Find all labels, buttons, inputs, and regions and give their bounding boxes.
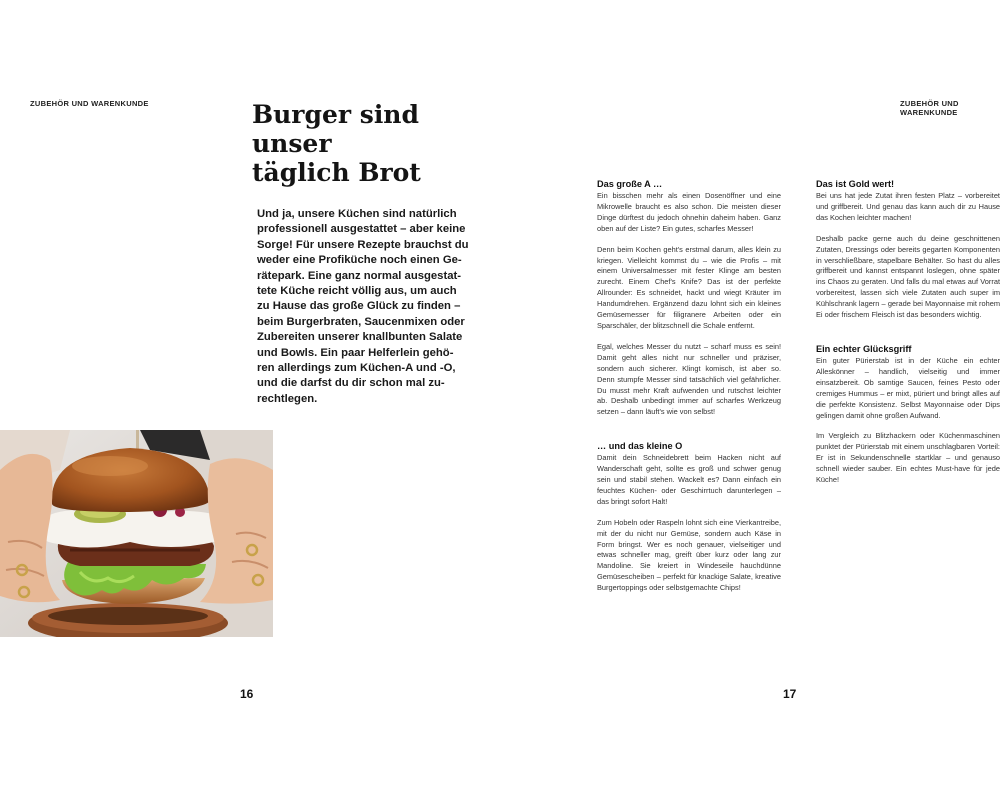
page-number-left: 16	[240, 687, 254, 701]
body-paragraph: Ein bisschen mehr als einen Dosenöffner und eine Mikrowelle braucht es also schon. Die meisten dieser Dinge dürftest du jedoch ohnehin daheim haben. Ganz oben auf der Liste? Ein gutes, scharfes Messer!	[597, 191, 781, 233]
body-paragraph: Ein guter Pürierstab ist in der Küche ein echter Alleskönner – handlich, vielseitig und immer einsatzbereit. Ob samtige Saucen, feines Pesto oder cremiges Hummus – er mixt, püriert und bringt alles auf die perfekte Konsistenz. Selbst Mayonnaise oder Dips gelingen damit ohne großen Aufwand.	[816, 355, 1000, 420]
body-paragraph: Damit dein Schneidebrett beim Hacken nicht auf Wanderschaft geht, sollte es groß und schwer genug sein und stabil stehen. Wackelt es? Dann einfach ein feuchtes Küchen- oder Geschirrtuch darunterlegen – das bringt sofort Halt!	[597, 453, 781, 506]
lead-line: ren allerdings zum Küchen-A und -O,	[257, 362, 456, 375]
section-heading: Das ist Gold wert!	[816, 179, 895, 189]
lead-line: Zubereiten unserer knallbunten Salate	[257, 331, 463, 344]
title-line: unser	[252, 129, 332, 158]
lead-line: und die darfst du dir schon mal zu-	[257, 377, 445, 390]
text-column-left	[597, 178, 781, 594]
lead-line: rechtlegen.	[257, 392, 318, 405]
section-heading: Ein echter Glücksgriff	[816, 343, 912, 354]
page-title	[252, 100, 482, 187]
body-paragraph: Zum Hobeln oder Raspeln lohnt sich eine Vierkantreibe, mit der du nicht nur Gemüse, sondern auch Käse in Form bringst. Wer es noch genauer, vielseitiger und etwas schneller mag, greift über kurz oder lang zur Mandoline. Sie kreiert in Windeseile hauchdünne Gemüsescheiben – perfekt für knackige Salate, kreative Burgertoppings oder selbstgemachte Chips!	[597, 517, 781, 593]
lead-line: und Bowls. Ein paar Helferlein gehö-	[257, 346, 454, 359]
section-heading: … und das kleine O	[597, 441, 683, 452]
body-paragraph: Denn beim Kochen geht's erstmal darum, alles klein zu kriegen. Vielleicht kommst du – wie die Profis – mit einem Universalmesser mit fester Klinge am besten zurecht. Einem Chef's Knife? Das ist der perfekte Allrounder: Es schneidet, hackt und wiegt Kräuter im Handumdrehen. Ergänzend dazu lohnt sich ein kleines Gemüsemesser für filigranere Arbeiten oder ein Sparschäler, der blitzschnell die Schale entfernt.	[597, 244, 781, 330]
title-line: Burger sind	[252, 100, 419, 129]
body-paragraph: Egal, welches Messer du nutzt – scharf muss es sein! Damit geht alles nicht nur schneller und präziser, sondern auch sicherer. Klingt komisch, ist aber so. Denn stumpfe Messer sind tatsächlich viel gefährlicher. Du musst mehr Kraft aufwenden und rutschst leichter ab. Deshalb unbedingt immer auf scharfes Werkzeug setzen – dann läuft's wie von selbst!	[597, 341, 781, 417]
page-number-right: 17	[783, 687, 797, 701]
lead-line: rätepark. Eine ganz normal ausgestat-	[257, 269, 462, 282]
lead-line: Sorge! Für unsere Rezepte brauchst du	[257, 238, 469, 251]
lead-line: Und ja, unsere Küchen sind natürlich	[257, 208, 457, 220]
lead-line: professionell ausgestattet – aber keine	[257, 223, 466, 236]
text-column-right	[816, 178, 1000, 486]
running-head-left: ZUBEHÖR UND WARENKUNDE	[30, 99, 149, 108]
running-head-right: ZUBEHÖR UND WARENKUNDE	[900, 99, 959, 117]
lead-line: tete Küche reicht völlig aus, um auch	[257, 285, 457, 298]
lead-line: beim Burgerbraten, Saucenmixen oder	[257, 315, 465, 328]
body-paragraph: Im Vergleich zu Blitzhackern oder Küchenmaschinen punktet der Pürierstab mit einem unschlagbaren Vorteil: Er ist in Sekundenschnelle startklar – und genauso schnell wieder sauber. Ein echtes Must-have für jede Küche!	[816, 431, 1000, 485]
body-paragraph: Deshalb packe gerne auch du deine geschnittenen Zutaten, Dressings oder bereits gegarten Komponenten in verschließbare, stapelbare Behälter. So hast du alles griffbereit und kannst entspannt loslegen, ohne später ins Chaos zu geraten. Und falls du mal etwas auf Vorrat vorbereitest, lassen sich viele Zutaten auch super im Kühlschrank lagern – gerade bei Mayonnaise mit rohem Ei oder frischem Fleisch ist das besonders wichtig.	[816, 233, 1000, 320]
burger-photo	[0, 430, 273, 637]
body-paragraph: Bei uns hat jede Zutat ihren festen Platz – vorbereitet und griffbereit. Und genau das kann auch dir zu Hause das Kochen leichter machen!	[816, 191, 1000, 222]
lead-line: weder eine Profiküche noch einen Ge-	[257, 254, 462, 267]
section-heading: Das große A …	[597, 179, 663, 189]
title-line: täglich Brot	[252, 158, 421, 187]
lead-paragraph	[257, 207, 469, 407]
lead-line: zu Hause das große Glück zu finden –	[257, 300, 461, 313]
